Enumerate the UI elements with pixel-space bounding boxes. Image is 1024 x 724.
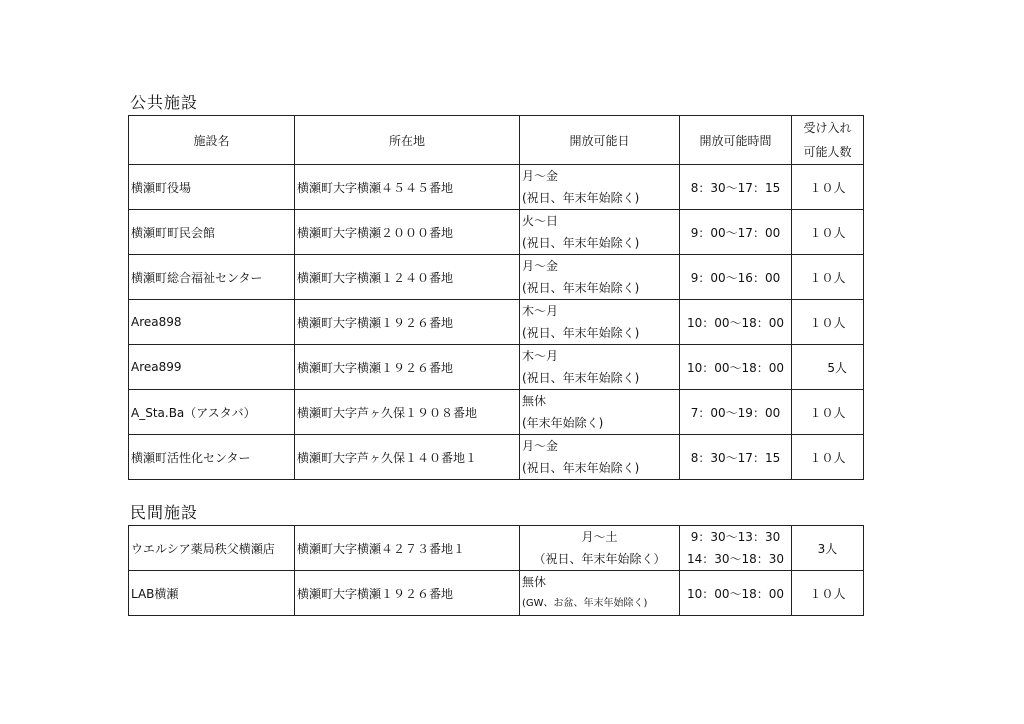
- facility-capacity: １０人: [792, 255, 864, 300]
- days-line1: 無休: [522, 575, 547, 589]
- private-facilities-title: 民間施設: [130, 503, 199, 522]
- days-line2: （祝日、年末年始除く）: [533, 552, 666, 566]
- facility-name: Area899: [129, 345, 295, 390]
- facility-hours: 10：00～18：00: [680, 571, 792, 616]
- facility-capacity: １０人: [792, 300, 864, 345]
- days-line1: 木～月: [522, 304, 559, 318]
- facility-name: Area898: [129, 300, 295, 345]
- facility-days: [520, 571, 680, 616]
- facility-address: 横瀬町大字芦ヶ久保１４０番地１: [295, 435, 520, 480]
- facility-days: [520, 165, 680, 210]
- table-row: [129, 435, 864, 480]
- facility-name: A_Sta.Ba（アスタバ）: [129, 390, 295, 435]
- facility-address: 横瀬町大字横瀬４２７３番地１: [295, 526, 520, 571]
- facility-capacity: １０人: [792, 571, 864, 616]
- days-line1: 木～月: [522, 349, 559, 363]
- days-line1: 月～土: [581, 530, 618, 544]
- header-capacity: [792, 116, 864, 165]
- facility-hours: 10：00～18：00: [680, 300, 792, 345]
- hours-line1: 9：30～13：30: [690, 530, 781, 544]
- table-row: [129, 210, 864, 255]
- days-line2: (祝日、年末年始除く): [522, 236, 640, 250]
- facility-capacity: １０人: [792, 165, 864, 210]
- facility-name: 横瀬町総合福祉センター: [129, 255, 295, 300]
- facility-address: 横瀬町大字横瀬４５４５番地: [295, 165, 520, 210]
- table-row: [129, 526, 864, 571]
- days-line1: 火～日: [522, 214, 559, 228]
- days-line2: (祝日、年末年始除く): [522, 191, 640, 205]
- header-name: 施設名: [129, 116, 295, 165]
- facility-hours: 8：30～17：15: [680, 435, 792, 480]
- header-capacity-line1: 受け入れ: [803, 121, 852, 135]
- table-header-row: [129, 116, 864, 165]
- facility-address: 横瀬町大字横瀬１９２６番地: [295, 571, 520, 616]
- facility-days: [520, 526, 680, 571]
- days-line2: (年末年始除く): [522, 416, 604, 430]
- facility-address: 横瀬町大字横瀬１９２６番地: [295, 345, 520, 390]
- table-row: [129, 390, 864, 435]
- days-line2: (祝日、年末年始除く): [522, 326, 640, 340]
- hours-line2: 14：30～18：30: [686, 552, 785, 566]
- facility-hours: 8：30～17：15: [680, 165, 792, 210]
- table-row: [129, 300, 864, 345]
- header-days: 開放可能日: [520, 116, 680, 165]
- public-facilities-table: [128, 115, 864, 480]
- facility-address: 横瀬町大字横瀬２０００番地: [295, 210, 520, 255]
- facility-capacity: １０人: [792, 390, 864, 435]
- days-line2: (祝日、年末年始除く): [522, 461, 640, 475]
- public-facilities-title: 公共施設: [130, 93, 199, 112]
- facility-capacity: １０人: [792, 210, 864, 255]
- facility-capacity: 5人: [792, 345, 864, 390]
- days-line1: 月～金: [522, 169, 559, 183]
- facility-hours: 9：00～17：00: [680, 210, 792, 255]
- table-row: [129, 255, 864, 300]
- facility-days: [520, 300, 680, 345]
- days-line1: 月～金: [522, 259, 559, 273]
- table-row: [129, 571, 864, 616]
- facility-hours: [680, 526, 792, 571]
- facility-days: [520, 255, 680, 300]
- facility-address: 横瀬町大字横瀬１２４０番地: [295, 255, 520, 300]
- facility-name: LAB横瀬: [129, 571, 295, 616]
- days-line2: (GW、お盆、年末年始除く): [522, 598, 648, 609]
- header-hours: 開放可能時間: [680, 116, 792, 165]
- facility-hours: 10：00～18：00: [680, 345, 792, 390]
- facility-days: [520, 345, 680, 390]
- facility-days: [520, 210, 680, 255]
- facility-name: 横瀬町町民会館: [129, 210, 295, 255]
- facility-hours: 9：00～16：00: [680, 255, 792, 300]
- days-line1: 無休: [522, 394, 547, 408]
- facility-days: [520, 390, 680, 435]
- facility-capacity: 3人: [792, 526, 864, 571]
- facility-name: ウエルシア薬局秩父横瀬店: [129, 526, 295, 571]
- header-address: 所在地: [295, 116, 520, 165]
- days-line2: (祝日、年末年始除く): [522, 281, 640, 295]
- facility-name: 横瀬町役場: [129, 165, 295, 210]
- days-line1: 月～金: [522, 439, 559, 453]
- facility-days: [520, 435, 680, 480]
- facility-hours: 7：00～19：00: [680, 390, 792, 435]
- facility-name: 横瀬町活性化センター: [129, 435, 295, 480]
- table-row: [129, 165, 864, 210]
- header-capacity-line2: 可能人数: [803, 145, 852, 159]
- facility-capacity: １０人: [792, 435, 864, 480]
- table-row: [129, 345, 864, 390]
- days-line2: (祝日、年末年始除く): [522, 371, 640, 385]
- private-facilities-table: [128, 525, 864, 616]
- facility-address: 横瀬町大字横瀬１９２６番地: [295, 300, 520, 345]
- facility-address: 横瀬町大字芦ヶ久保１９０８番地: [295, 390, 520, 435]
